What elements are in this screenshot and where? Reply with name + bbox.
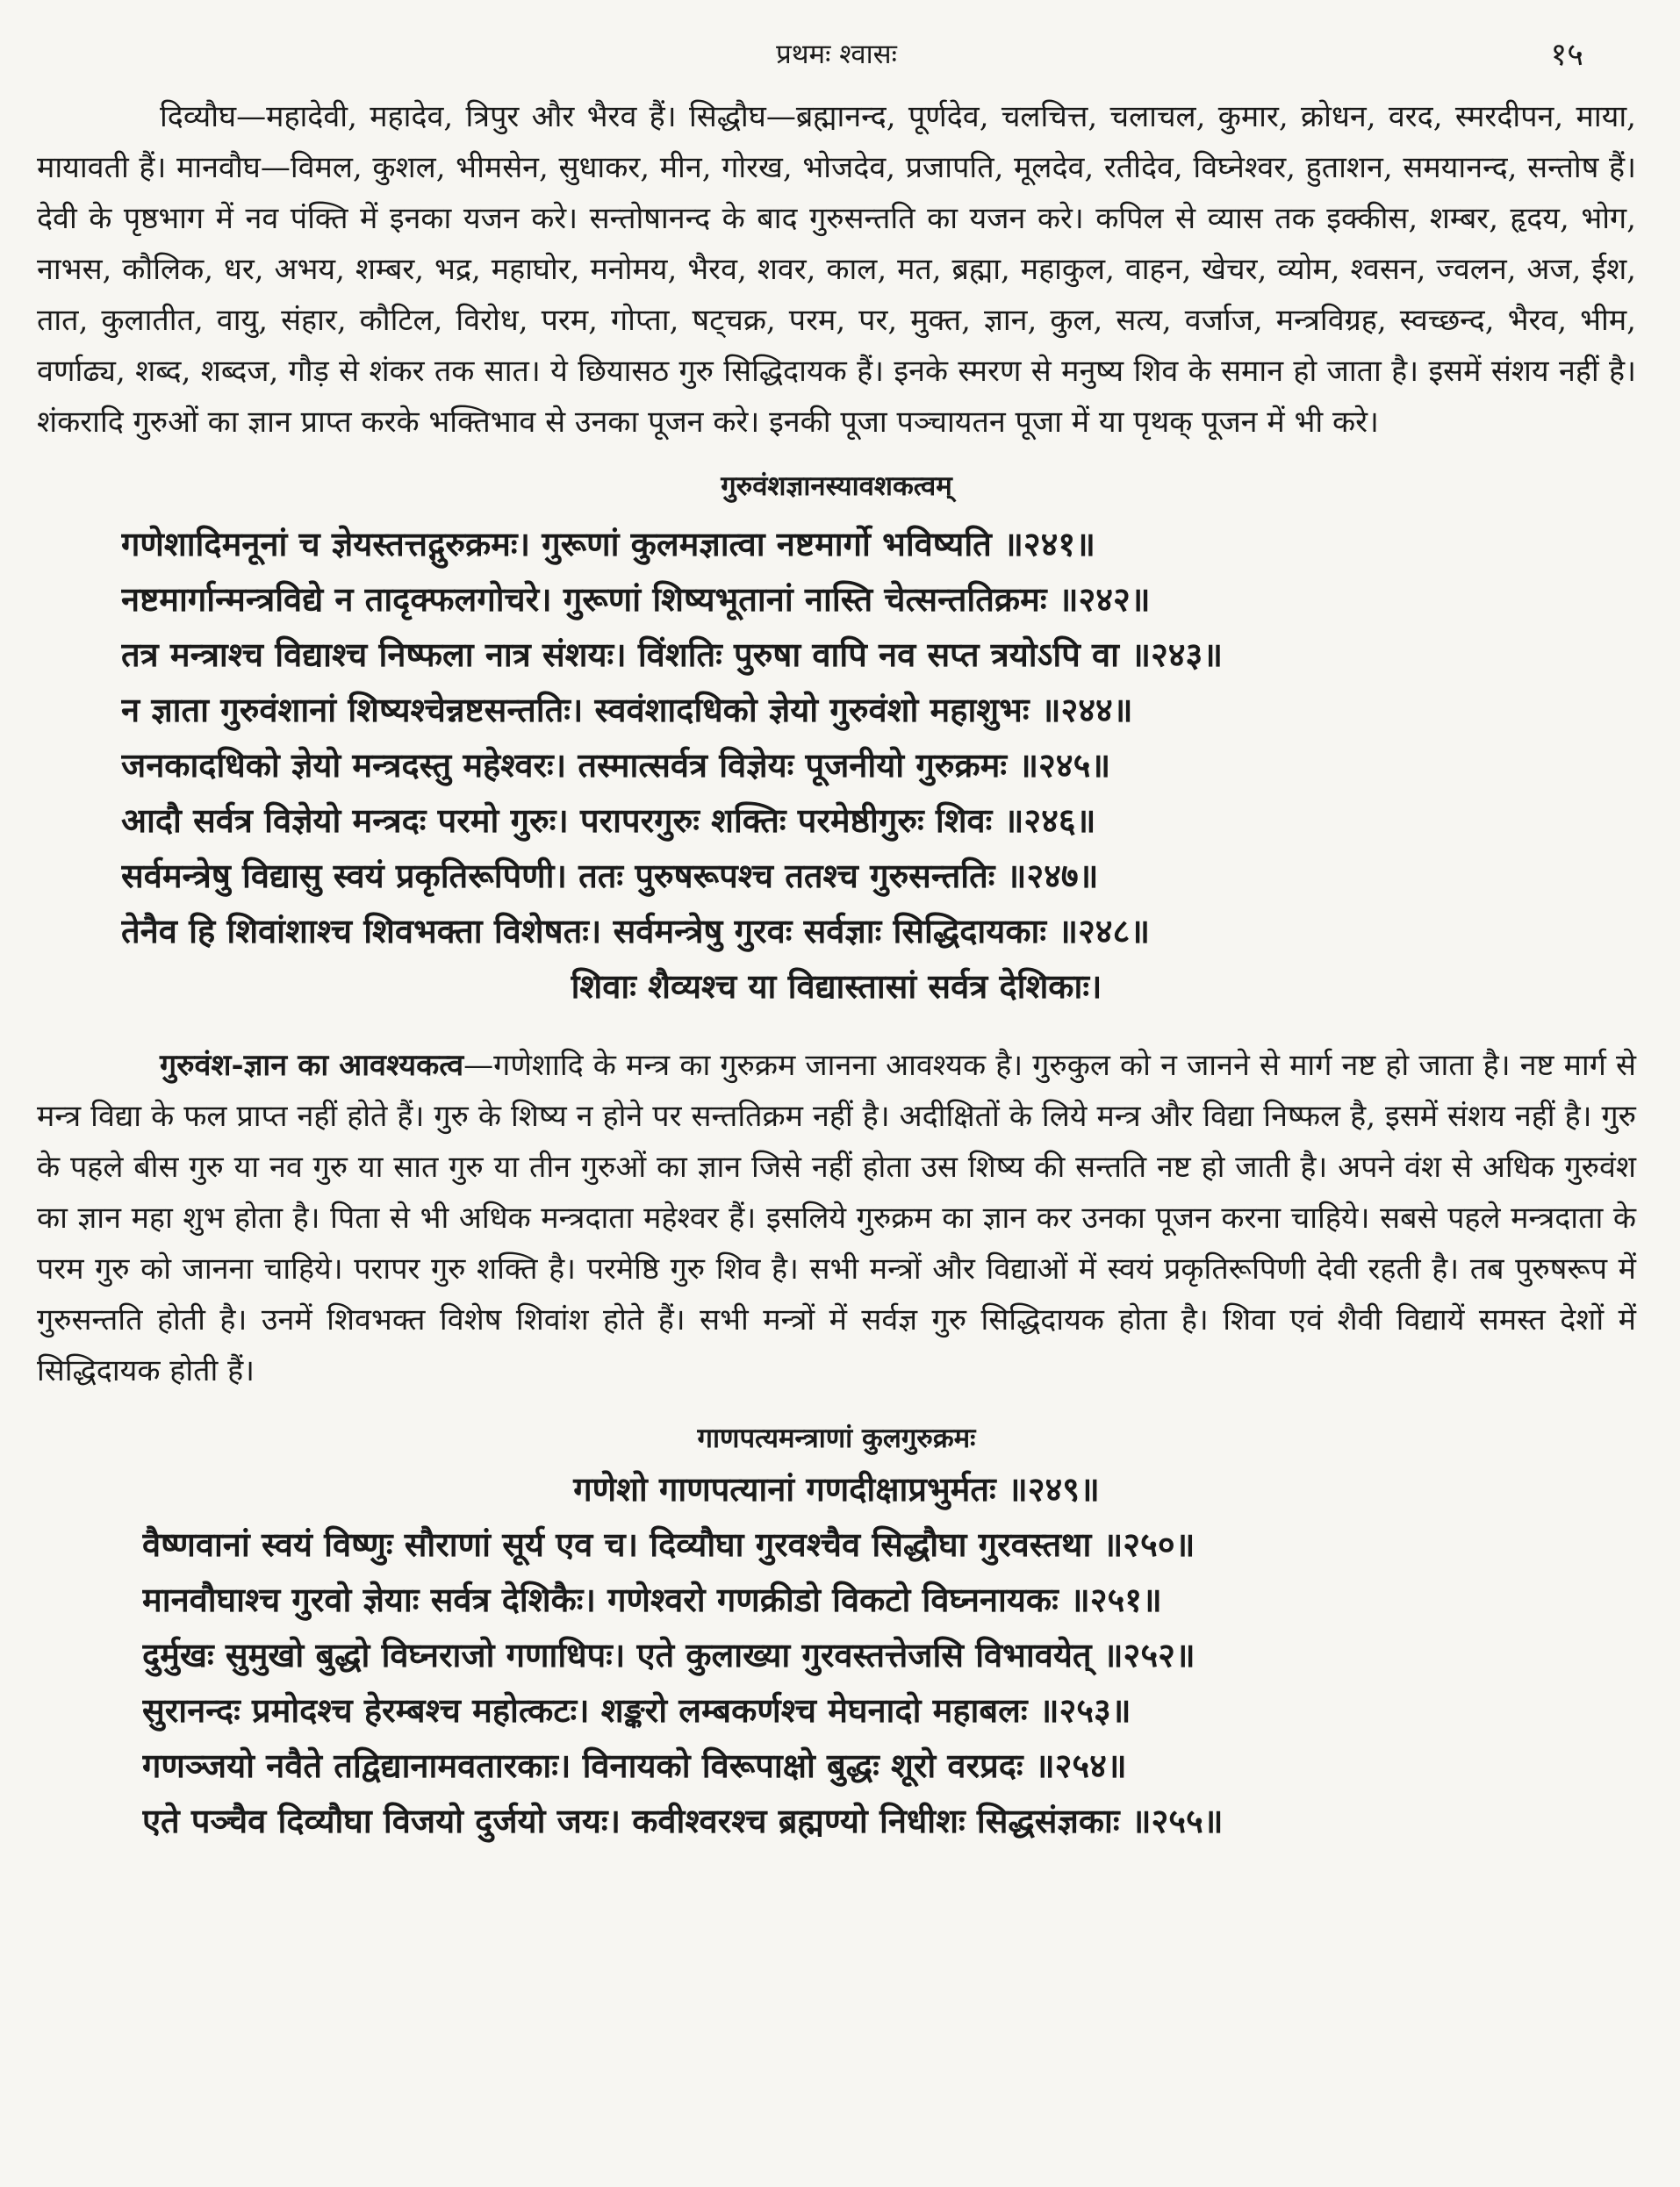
- verse-253: सुरानन्दः प्रमोदश्च हेरम्बश्च महोत्कटः। शङ्करो लम्बकर्णश्च मेघनादो महाबलः ॥२५३॥: [142, 1690, 1131, 1730]
- verse-245: जनकादधिको ज्ञेयो मन्त्रदस्तु महेश्वरः। तस्मात्सर्वत्र विज्ञेयः पूजनीयो गुरुक्रमः ॥२४५॥: [121, 745, 1111, 785]
- verse-block-2: [142, 1517, 1610, 1848]
- verse-251: मानवौघाश्च गुरवो ज्ञेयाः सर्वत्र देशिकैः। गणेश्वरो गणक्रीडो विकटो विघ्ननायकः ॥२५१॥: [142, 1580, 1162, 1619]
- verse-246: आदौ सर्वत्र विज्ञेयो मन्त्रदः परमो गुरुः। परापरगुरुः शक्तिः परमेष्ठीगुरुः शिवः ॥२४६॥: [121, 800, 1096, 840]
- verse-254: गणञ्जयो नवैते तद्विद्यानामवतारकाः। विनायको विरूपाक्षो बुद्धः शूरो वरप्रदः ॥२५४॥: [142, 1746, 1127, 1785]
- running-head: प्रथमः श्वासः: [776, 39, 897, 70]
- verse-244: न ज्ञाता गुरुवंशानां शिष्यश्चेन्नष्टसन्ततिः। स्ववंशादधिको ज्ञेयो गुरुवंशो महाशुभः ॥२४४॥: [121, 690, 1133, 729]
- verse-252: दुर्मुखः सुमुखो बुद्धो विघ्नराजो गणाधिपः। एते कुलाख्या गुरवस्तत्तेजसि विभावयेत् ॥२५२॥: [142, 1635, 1195, 1674]
- verse-243: तत्र मन्त्राश्च विद्याश्च निष्फला नात्र संशयः। विंशतिः पुरुषा वापि नव सप्त त्रयोऽपि वा ॥२४३॥: [121, 635, 1224, 674]
- verse-255: एते पञ्चैव दिव्यौघा विजयो दुर्जयो जयः। कवीश्वरश्च ब्रह्मण्यो निधीशः सिद्धसंज्ञकाः ॥२५५॥: [142, 1801, 1224, 1840]
- section-1-heading: गुरुवंशज्ञानस्यावशकत्वम्: [721, 470, 952, 502]
- paragraph-1-text: दिव्यौघ—महादेवी, महादेव, त्रिपुर और भैरव हैं। सिद्धौघ—ब्रह्मानन्द, पूर्णदेव, चलचित्त, चलाचल, कुमार, क्रोधन, वरद, स्मरदीपन, माया, मायावती हैं। मानवौघ—विमल, कुशल, भीमसेन, सुधाकर, मीन, गोरख, भोजदेव, प्रजापति, मूलदेव, रतीदेव, विघ्नेश्वर, हुताशन, समयानन्द, सन्तोष हैं। देवी के पृष्ठभाग में नव पंक्ति में इनका यजन करे। सन्तोषानन्द के बाद गुरुसन्तति का यजन करे। कपिल से व्यास तक इक्कीस, शम्बर, हृदय, भोग, नाभस, कौलिक, धर, अभय, शम्बर, भद्र, महाघोर, मनोमय, भैरव, शवर, काल, मत, ब्रह्मा, महाकुल, वाहन, खेचर, व्योम, श्वसन, ज्वलन, अज, ईश, तात, कुलातीत, वायु, संहार, कौटिल, विरोध, परम, गोप्ता, षट्चक्र, परम, पर, मुक्त, ज्ञान, कुल, सत्य, वर्जाज, मन्त्रविग्रह, स्वच्छन्द, भैरव, भीम, वर्णाढ्य, शब्द, शब्दज, गौड़ से शंकर तक सात। ये छियासठ गुरु सिद्धिदायक हैं। इनके स्मरण से मनुष्य शिव के समान हो जाता है। इसमें संशय नहीं है। शंकरादि गुरुओं का ज्ञान प्राप्त करके भक्तिभाव से उनका पूजन करे। इनकी पूजा पञ्चायतन पूजा में या पृथक् पूजन में भी करे।: [37, 99, 1636, 440]
- section-2-heading: गाणपत्यमन्त्राणां कुलगुरुक्रमः: [697, 1423, 976, 1454]
- verse-247: सर्वमन्त्रेषु विद्यासु स्वयं प्रकृतिरूपिणी। ततः पुरुषरूपश्च ततश्च गुरुसन्ततिः ॥२४७॥: [121, 856, 1099, 895]
- verse-block-1: [121, 516, 1610, 958]
- verse-249: गणेशो गाणपत्यानां गणदीक्षाप्रभुर्मतः ॥२४९॥: [573, 1469, 1100, 1509]
- verse-248: तेनैव हि शिवांशाश्च शिवभक्ता विशेषतः। सर्वमन्त्रेषु गुरवः सर्वज्ञाः सिद्धिदायकाः ॥२४८॥: [121, 911, 1151, 950]
- paragraph-2-lead: गुरुवंश-ज्ञान का आवश्यकत्व: [160, 1048, 464, 1083]
- paragraph-1: [37, 91, 1636, 448]
- paragraph-2-text: —गणेशादि के मन्त्र का गुरुक्रम जानना आवश्यक है। गुरुकुल को न जानने से मार्ग नष्ट हो जाता है। नष्ट मार्ग से मन्त्र विद्या के फल प्राप्त नहीं होते हैं। गुरु के शिष्य न होने पर सन्ततिक्रम नहीं है। अदीक्षितों के लिये मन्त्र और विद्या निष्फल है, इसमें संशय नहीं है। गुरु के पहले बीस गुरु या नव गुरु या सात गुरु या तीन गुरुओं का ज्ञान जिसे नहीं होता उस शिष्य की सन्तति नष्ट हो जाती है। अपने वंश से अधिक गुरुवंश का ज्ञान महा शुभ होता है। पिता से भी अधिक मन्त्रदाता महेश्वर हैं। इसलिये गुरुक्रम का ज्ञान कर उनका पूजन करना चाहिये। सबसे पहले मन्त्रदाता के परम गुरु को जानना चाहिये। परापर गुरु शक्ति है। परमेष्ठि गुरु शिव है। सभी मन्त्रों और विद्याओं में स्वयं प्रकृतिरूपिणी देवी रहती है। तब पुरुषरूप में गुरुसन्तति होती है। उनमें शिवभक्त विशेष शिवांश होते हैं। सभी मन्त्रों में सर्वज्ञ गुरु सिद्धिदायक होता है। शिवा एवं शैवी विद्यायें समस्त देशों में सिद्धिदायक होती हैं।: [37, 1048, 1636, 1388]
- paragraph-2: [37, 1040, 1636, 1396]
- verse-250: वैष्णवानां स्वयं विष्णुः सौराणां सूर्य एव च। दिव्यौघा गुरवश्चैव सिद्धौघा गुरवस्तथा ॥२५०॥: [142, 1524, 1195, 1564]
- closing-verse: शिवाः शैव्यश्च या विद्यास्तासां सर्वत्र देशिकाः।: [571, 966, 1102, 1006]
- verse-242: नष्टमार्गान्मन्त्रविद्ये न तादृक्फलगोचरे। गुरूणां शिष्यभूतानां नास्ति चेत्सन्ततिक्रमः ॥२४२॥: [121, 579, 1151, 619]
- verse-241: गणेशादिमनूनां च ज्ञेयस्तत्तद्गुरुक्रमः। गुरूणां कुलमज्ञात्वा नष्टमार्गो भविष्यति ॥२४१॥: [121, 524, 1095, 563]
- page-number: १५: [1550, 37, 1583, 73]
- page-header: [37, 35, 1636, 88]
